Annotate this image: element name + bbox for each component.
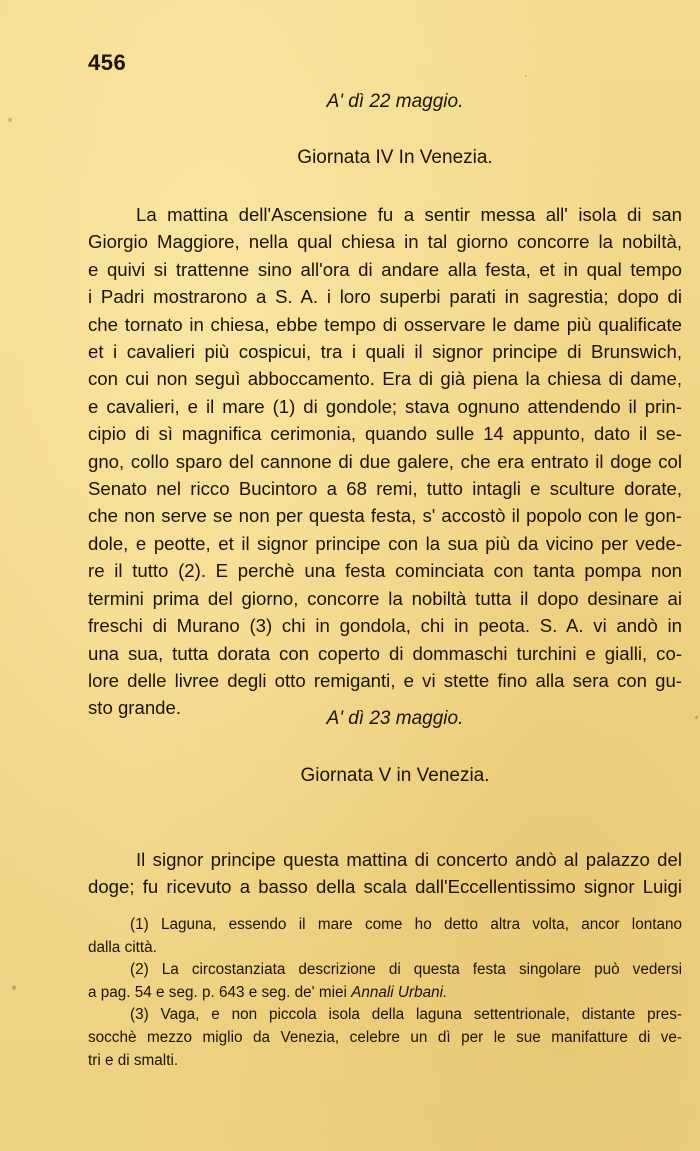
footnote-text: a pag. 54 e seg. p. 643 e seg. de' miei <box>88 983 352 1001</box>
text-line: et i cavalieri più cospicui, tra i quali il signor principe di Brunswich, <box>88 341 682 363</box>
text-line: La mattina dell'Ascensione fu a sentir messa all' isola di san <box>136 204 682 225</box>
text-line: che non serve se non per questa festa, s' accostò il popolo con le gon- <box>88 505 682 527</box>
footnote-line: (1) Laguna, essendo il mare come ho detto altra volta, ancor lontano <box>130 916 682 933</box>
footnote-italic-title: Annali Urbani. <box>351 983 448 1001</box>
footnote-line: (2) La circostanziata descrizione di questa festa singolare può vedersi <box>130 961 682 979</box>
footnote-line: tri e di smalti. <box>88 1051 179 1069</box>
text-line: Il signor principe questa mattina di concerto andò al palazzo del <box>136 849 682 870</box>
text-line: e quivi si trattenne sino all'ora di andare alla festa, et in qual tempo <box>88 258 682 280</box>
text-line: Senato nel ricco Bucintoro a 68 remi, tutto intagli e sculture dorate, <box>88 478 682 500</box>
paragraph <box>88 846 682 901</box>
text-line: freschi di Murano (3) chi in gondola, chi in peota. S. A. vi andò in <box>88 615 682 637</box>
paragraph <box>88 201 682 722</box>
text-line: lore delle livree degli otto remiganti, e vi stette fino alla sera con gu- <box>88 669 682 691</box>
footnote-line: socchè mezzo miglio da Venezia, celebre un dì per le sue manifatture di ve- <box>88 1028 682 1046</box>
paper-speck <box>12 985 16 990</box>
text-line: dole, e peotte, et il signor principe con la sua più da vicino per vede- <box>88 532 682 554</box>
text-line: termini prima del giorno, concorre la nobiltà tutta il dopo desinare ai <box>88 587 682 609</box>
text-line: con cui non seguì abboccamento. Era di già piena la chiesa di dame, <box>88 368 682 390</box>
text-line: re il tutto (2). E perchè una festa cominciata con tanta pompa non <box>88 560 682 582</box>
paper-speck <box>8 118 12 122</box>
entry-date-heading: A' dì 22 maggio. <box>326 91 464 112</box>
text-line: Giorgio Maggiore, nella qual chiesa in tal giorno concorre la nobiltà, <box>88 231 682 253</box>
text-line: e cavalieri, e il mare (1) di gondole; stava ognuno attendendo il prin- <box>88 395 682 417</box>
text-line: sto grande. <box>88 697 182 719</box>
text-line: una sua, tutta dorata con coperto di dommaschi turchini e gialli, co- <box>88 642 682 664</box>
paper-speck <box>695 716 698 719</box>
paper-speck <box>525 75 527 77</box>
footnote-line <box>88 982 682 1005</box>
text-line: i Padri mostrarono a S. A. i loro superbi parati in sagrestia; dopo di <box>88 286 682 308</box>
entry-date-heading: A' dì 23 maggio. <box>326 708 464 729</box>
text-line: cipio di sì magnifica cerimonia, quando sulle 14 appunto, dato il se- <box>88 423 682 445</box>
footnote-line: (3) Vaga, e non piccola isola della laguna settentrionale, distante pres- <box>130 1006 682 1024</box>
text-line: gno, collo sparo del cannone di due galere, che era entrato il doge col <box>88 450 682 472</box>
text-line: che tornato in chiesa, ebbe tempo di osservare le dame più qualificate <box>88 313 682 335</box>
footnotes <box>88 914 682 1072</box>
text-line: doge; fu ricevuto a basso della scala dall'Eccellentissimo signor Luigi <box>88 876 682 898</box>
page-number: 456 <box>88 50 127 75</box>
footnote-line: dalla città. <box>88 938 157 956</box>
section-heading: Giornata V in Venezia. <box>300 765 490 786</box>
section-heading: Giornata IV In Venezia. <box>297 147 493 168</box>
